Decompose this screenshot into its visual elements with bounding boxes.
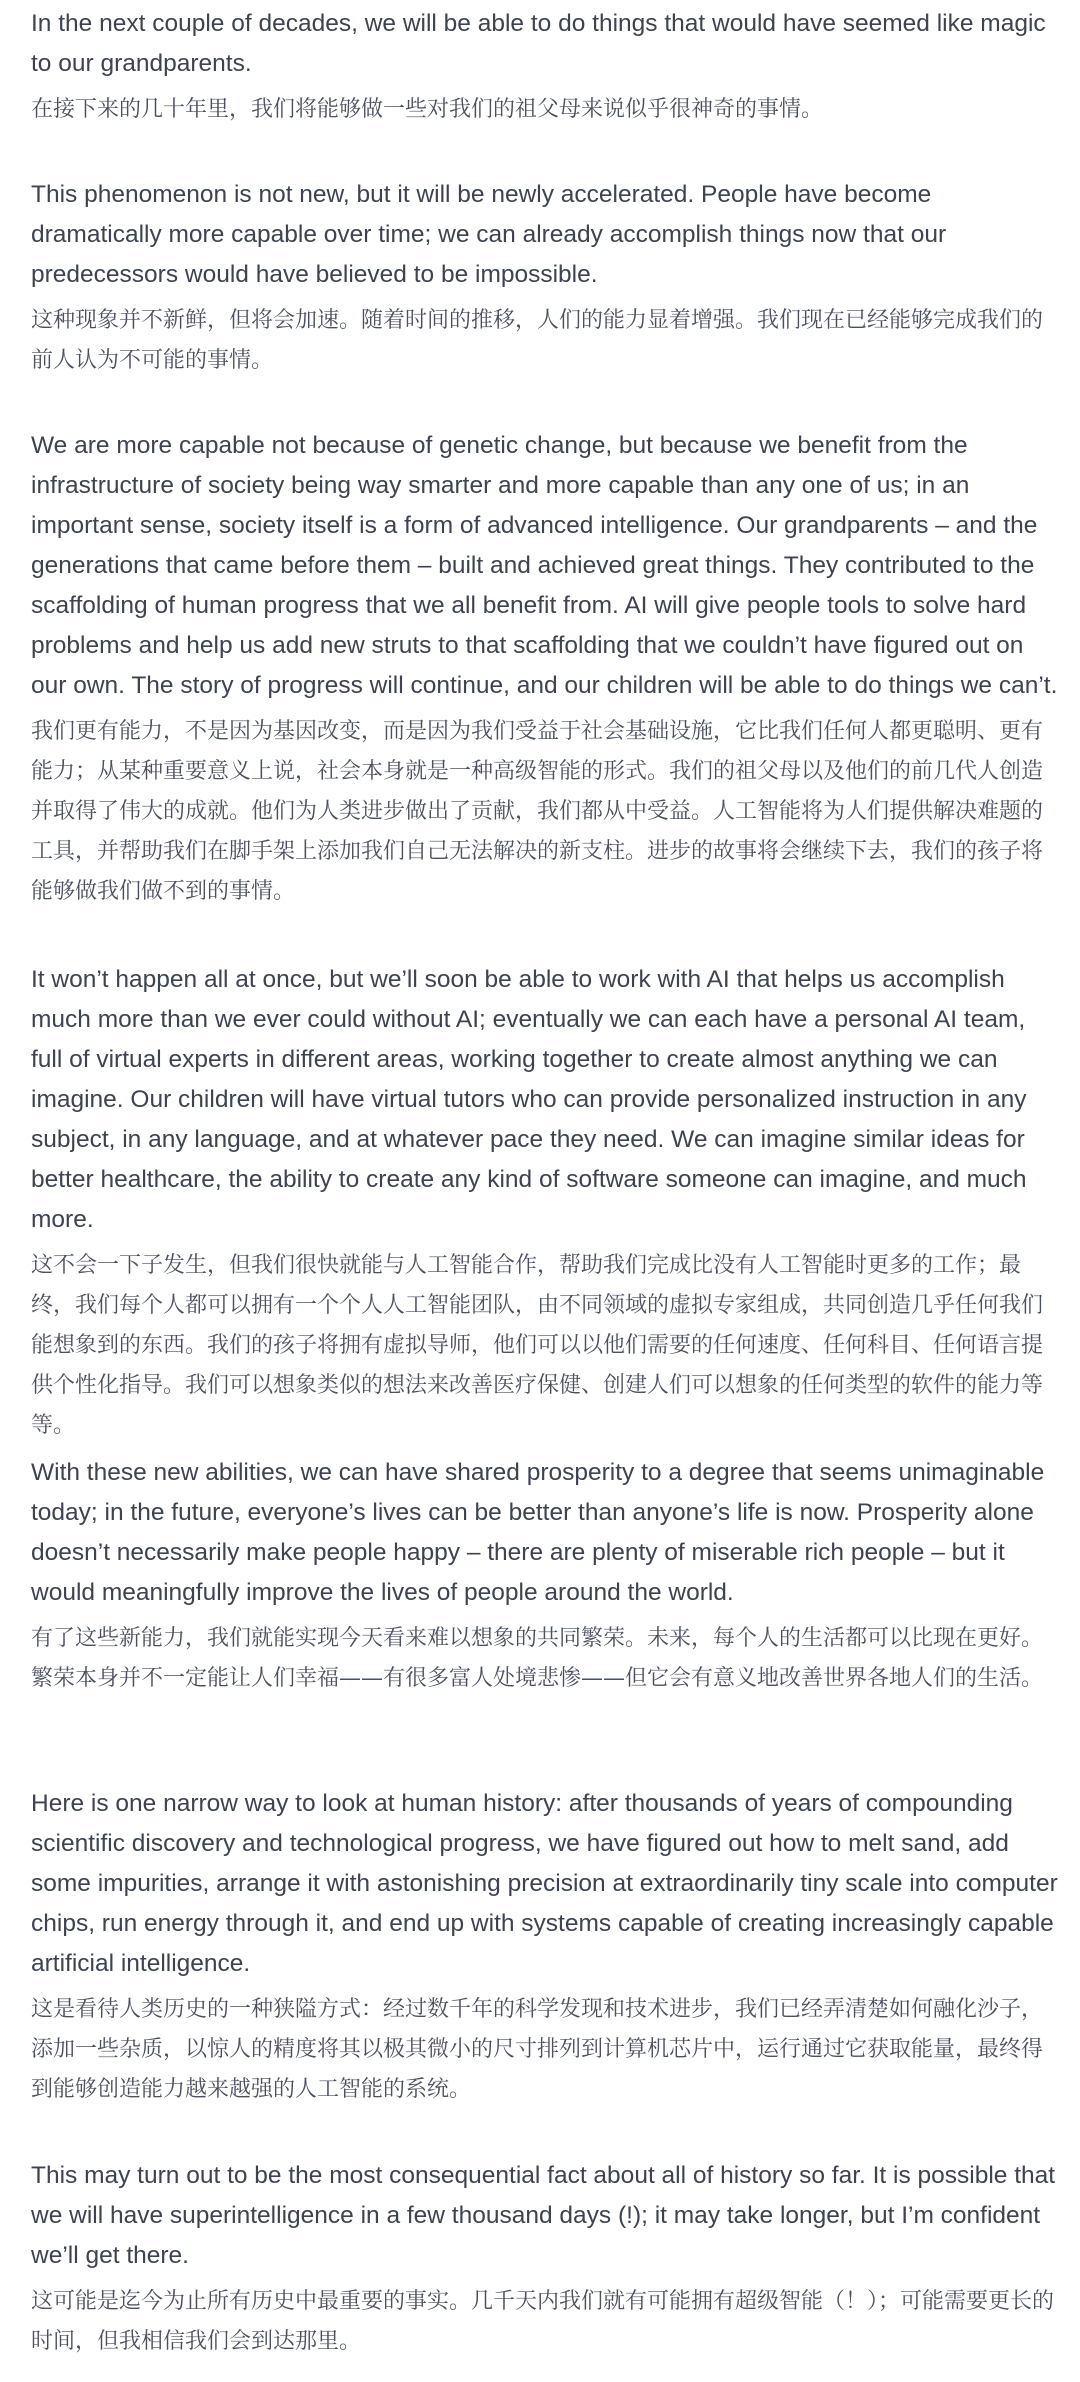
chinese-paragraph: 在接下来的几十年里，我们将能够做一些对我们的祖父母来说似乎很神奇的事情。 [31, 97, 824, 122]
chinese-paragraph: 这可能是迄今为止所有历史中最重要的事实。几千天内我们就有可能拥有超级智能（！）；可能需要更长的时间，但我相信我们会到达那里。 [31, 2289, 1055, 2354]
chinese-paragraph: 这种现象并不新鲜，但将会加速。随着时间的推移，人们的能力显着增强。我们现在已经能够完成我们的前人认为不可能的事情。 [31, 308, 1044, 373]
paragraph-pair-5 [31, 1453, 1061, 1699]
paragraph-pair-7 [31, 2156, 1061, 2362]
english-paragraph: Here is one narrow way to look at human history: after thousands of years of compounding scientific discovery and technological progress, we have figured out how to melt sand, add some impurities, arrange it with astonishing precision at extraordinarily tiny scale into computer chips, run energy through it, and end up with systems capable of creating increasingly capable artificial intelligence. [31, 1790, 1058, 1977]
english-paragraph: We are more capable not because of genetic change, but because we benefit from the infrastructure of society being way smarter and more capable than any one of us; in an important sense, society itself is a form of advanced intelligence. Our grandparents – and the generations that came before them – built and achieved great things. They contributed to the scaffolding of human progress that we all benefit from. AI will give people tools to solve hard problems and help us add new struts to that scaffolding that we couldn’t have figured out on our own. The story of progress will continue, and our children will be able to do things we can’t. [31, 432, 1058, 699]
chinese-paragraph: 我们更有能力，不是因为基因改变，而是因为我们受益于社会基础设施，它比我们任何人都更聪明、更有能力；从某种重要意义上说，社会本身就是一种高级智能的形式。我们的祖父母以及他们的前几代人创造并取得了伟大的成就。他们为人类进步做出了贡献，我们都从中受益。人工智能将为人们提供解决难题的工具，并帮助我们在脚手架上添加我们自己无法解决的新支柱。进步的故事将会继续下去，我们的孩子将能够做我们做不到的事情。 [31, 719, 1044, 904]
paragraph-pair-6 [31, 1784, 1061, 2110]
chinese-paragraph: 这不会一下子发生，但我们很快就能与人工智能合作，帮助我们完成比没有人工智能时更多的工作；最终，我们每个人都可以拥有一个个人人工智能团队，由不同领域的虚拟专家组成，共同创造几乎任何我们能想象到的东西。我们的孩子将拥有虚拟导师，他们可以以他们需要的任何速度、任何科目、任何语言提供个性化指导。我们可以想象类似的想法来改善医疗保健、创建人们可以想象的任何类型的软件的能力等等。 [31, 1253, 1044, 1438]
english-paragraph: In the next couple of decades, we will be able to do things that would have seemed like magic to our grandparents. [31, 10, 1046, 77]
english-paragraph: This may turn out to be the most consequential fact about all of history so far. It is possible that we will have superintelligence in a few thousand days (!); it may take longer, but I’m confident we’ll get there. [31, 2162, 1056, 2269]
chinese-paragraph: 这是看待人类历史的一种狭隘方式：经过数千年的科学发现和技术进步，我们已经弄清楚如何融化沙子，添加一些杂质，以惊人的精度将其以极其微小的尺寸排列到计算机芯片中，运行通过它获取能量，最终得到能够创造能力越来越强的人工智能的系统。 [31, 1997, 1044, 2102]
paragraph-pair-2 [31, 175, 1061, 381]
paragraph-pair-3 [31, 426, 1061, 912]
english-paragraph: With these new abilities, we can have shared prosperity to a degree that seems unimaginable today; in the future, everyone’s lives can be better than anyone’s life is now. Prosperity alone doesn’t necessarily make people happy – there are plenty of miserable rich people – but it would meaningfully improve the lives of people around the world. [31, 1459, 1045, 1606]
english-paragraph: This phenomenon is not new, but it will be newly accelerated. People have become dramatically more capable over time; we can already accomplish things now that our predecessors would have believed to be impossible. [31, 181, 947, 288]
chinese-paragraph: 有了这些新能力，我们就能实现今天看来难以想象的共同繁荣。未来，每个人的生活都可以比现在更好。繁荣本身并不一定能让人们幸福——有很多富人处境悲惨——但它会有意义地改善世界各地人们的生活。 [31, 1626, 1044, 1691]
paragraph-pair-4 [31, 960, 1061, 1446]
english-paragraph: It won’t happen all at once, but we’ll soon be able to work with AI that helps us accomplish much more than we ever could without AI; eventually we can each have a personal AI team, full of virtual experts in different areas, working together to create almost anything we can imagine. Our children will have virtual tutors who can provide personalized instruction in any subject, in any language, and at whatever pace they need. We can imagine similar ideas for better healthcare, the ability to create any kind of software someone can imagine, and much more. [31, 966, 1027, 1233]
paragraph-pair-1 [31, 0, 1061, 130]
